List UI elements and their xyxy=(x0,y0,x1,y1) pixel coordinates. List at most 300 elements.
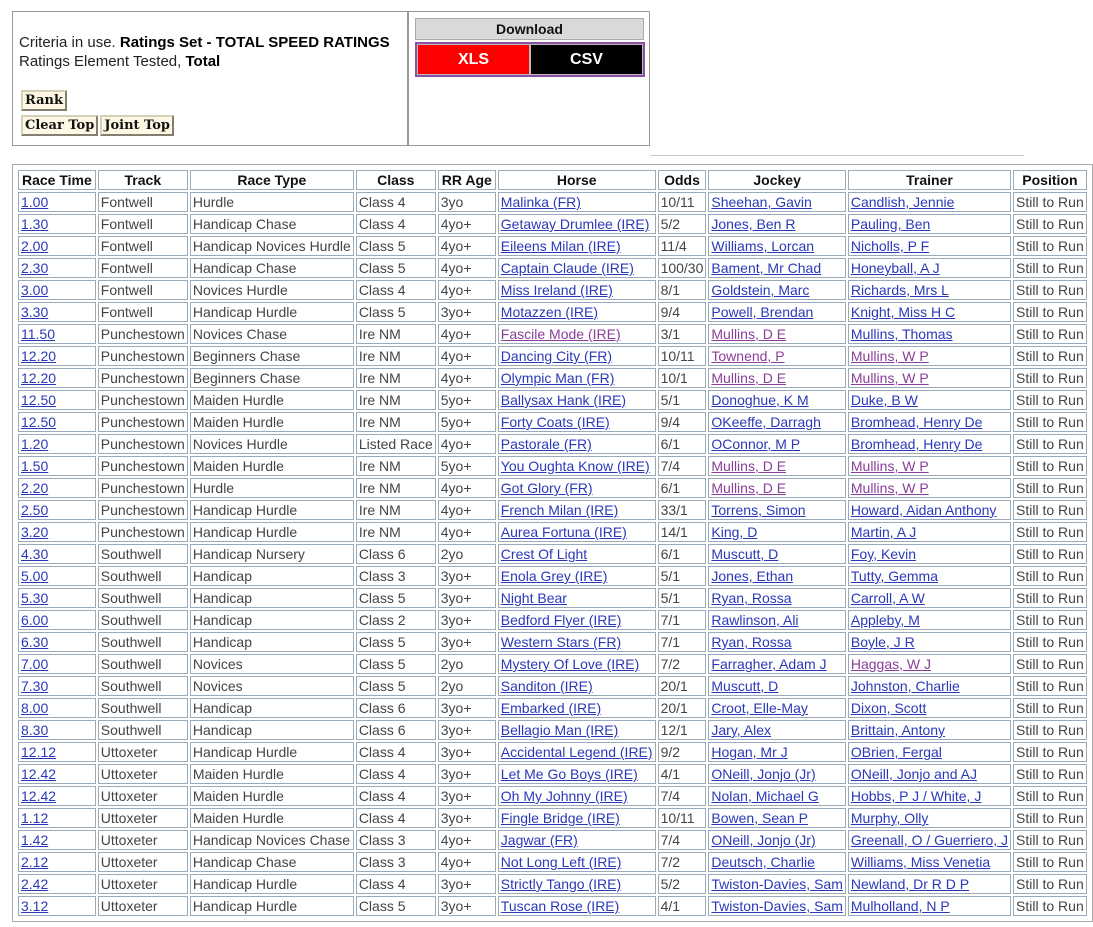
jockey-cell xyxy=(708,236,845,256)
col-trainer[interactable]: Trainer xyxy=(848,170,1011,190)
horse-cell xyxy=(498,390,656,410)
race-time-link[interactable]: 11.50 xyxy=(21,326,55,342)
age-cell: 2yo xyxy=(438,544,496,564)
track-cell: Southwell xyxy=(98,676,188,696)
table-row xyxy=(18,588,1087,608)
position-cell: Still to Run xyxy=(1013,896,1087,916)
odds-cell: 11/4 xyxy=(658,236,707,256)
track-cell: Punchestown xyxy=(98,412,188,432)
criteria-cell xyxy=(13,12,409,145)
class-cell: Class 6 xyxy=(356,698,436,718)
horse-link[interactable]: Sanditon (IRE) xyxy=(500,678,593,694)
race-time-link[interactable]: 2.30 xyxy=(21,260,49,276)
trainer-link[interactable]: Dixon, Scott xyxy=(850,700,927,716)
jockey-cell xyxy=(708,742,845,762)
jockey-link[interactable]: Townend, P xyxy=(711,348,785,364)
jockey-link[interactable]: Farragher, Adam J xyxy=(711,656,827,672)
table-row xyxy=(18,368,1087,388)
trainer-link[interactable]: Howard, Aidan Anthony xyxy=(850,502,997,518)
race-time-cell xyxy=(18,764,96,784)
horse-link[interactable]: Embarked (IRE) xyxy=(500,700,602,716)
position-cell: Still to Run xyxy=(1013,654,1087,674)
age-cell: 2yo xyxy=(438,676,496,696)
horse-link[interactable]: Dancing City (FR) xyxy=(500,348,613,364)
jockey-link[interactable]: Mullins, D E xyxy=(711,370,787,386)
horse-cell xyxy=(498,742,656,762)
table-row xyxy=(18,742,1087,762)
class-cell: Class 4 xyxy=(356,742,436,762)
race-time-link[interactable]: 2.20 xyxy=(21,480,49,496)
race-type-cell: Handicap Chase xyxy=(190,258,354,278)
trainer-link[interactable]: Candlish, Jennie xyxy=(850,194,955,210)
col-jockey[interactable]: Jockey xyxy=(708,170,845,190)
csv-download-button[interactable]: CSV xyxy=(530,44,643,75)
trainer-cell xyxy=(848,258,1011,278)
race-type-cell: Handicap Nursery xyxy=(190,544,354,564)
position-cell: Still to Run xyxy=(1013,588,1087,608)
horse-cell xyxy=(498,434,656,454)
criteria-panel xyxy=(12,11,650,146)
position-cell: Still to Run xyxy=(1013,192,1087,212)
trainer-cell xyxy=(848,588,1011,608)
horse-link[interactable]: Crest Of Light xyxy=(500,546,588,562)
position-cell: Still to Run xyxy=(1013,302,1087,322)
race-time-cell xyxy=(18,588,96,608)
trainer-link[interactable]: Foy, Kevin xyxy=(850,546,916,562)
race-time-link[interactable]: 1.12 xyxy=(21,810,49,826)
race-time-cell xyxy=(18,566,96,586)
age-cell: 4yo+ xyxy=(438,500,496,520)
trainer-cell xyxy=(848,566,1011,586)
trainer-link[interactable]: Greenall, O / Guerriero, J xyxy=(850,832,1009,848)
odds-cell: 5/2 xyxy=(658,874,707,894)
jockey-cell xyxy=(708,874,845,894)
race-time-link[interactable]: 1.00 xyxy=(21,194,49,210)
race-time-link[interactable]: 12.42 xyxy=(21,788,57,804)
table-row xyxy=(18,280,1087,300)
track-cell: Southwell xyxy=(98,720,188,740)
track-cell: Punchestown xyxy=(98,456,188,476)
race-time-link[interactable]: 2.42 xyxy=(21,876,49,892)
col-horse[interactable]: Horse xyxy=(498,170,656,190)
track-cell: Fontwell xyxy=(98,214,188,234)
race-time-link[interactable]: 3.20 xyxy=(21,524,49,540)
position-cell: Still to Run xyxy=(1013,830,1087,850)
col-class[interactable]: Class xyxy=(356,170,436,190)
position-cell: Still to Run xyxy=(1013,698,1087,718)
trainer-cell xyxy=(848,368,1011,388)
jockey-cell xyxy=(708,566,845,586)
class-cell: Class 5 xyxy=(356,654,436,674)
horse-link[interactable]: French Milan (IRE) xyxy=(500,502,619,518)
horse-cell xyxy=(498,896,656,916)
jockey-cell xyxy=(708,368,845,388)
age-cell: 4yo+ xyxy=(438,280,496,300)
jockey-link[interactable]: Goldstein, Marc xyxy=(711,282,810,298)
jockey-link[interactable]: Nolan, Michael G xyxy=(711,788,819,804)
jockey-link[interactable]: OKeeffe, Darragh xyxy=(711,414,821,430)
top-buttons-group xyxy=(21,115,174,136)
jockey-link[interactable]: Bament, Mr Chad xyxy=(711,260,822,276)
trainer-link[interactable]: Newland, Dr R D P xyxy=(850,876,970,892)
col-race-time[interactable]: Race Time xyxy=(18,170,96,190)
jockey-link[interactable]: Williams, Lorcan xyxy=(711,238,815,254)
jockey-link[interactable]: ONeill, Jonjo (Jr) xyxy=(711,766,816,782)
race-time-cell xyxy=(18,610,96,630)
horse-cell xyxy=(498,412,656,432)
class-cell: Ire NM xyxy=(356,478,436,498)
jockey-link[interactable]: ONeill, Jonjo (Jr) xyxy=(711,832,816,848)
age-cell: 4yo+ xyxy=(438,852,496,872)
trainer-link[interactable]: OBrien, Fergal xyxy=(850,744,942,760)
horse-cell xyxy=(498,808,656,828)
position-cell: Still to Run xyxy=(1013,500,1087,520)
trainer-link[interactable]: Mulholland, N P xyxy=(850,898,950,914)
race-type-cell: Hurdle xyxy=(190,478,354,498)
age-cell: 3yo+ xyxy=(438,698,496,718)
trainer-link[interactable]: Boyle, J R xyxy=(850,634,915,650)
race-time-link[interactable]: 1.50 xyxy=(21,458,49,474)
table-row xyxy=(18,566,1087,586)
jockey-link[interactable]: Mullins, D E xyxy=(711,326,787,342)
race-time-link[interactable]: 3.12 xyxy=(21,898,49,914)
race-time-link[interactable]: 12.20 xyxy=(21,348,57,364)
table-row xyxy=(18,434,1087,454)
horse-link[interactable]: Getaway Drumlee (IRE) xyxy=(500,216,650,232)
trainer-link[interactable]: Carroll, A W xyxy=(850,590,925,606)
jockey-cell xyxy=(708,786,845,806)
race-time-cell xyxy=(18,830,96,850)
joint-top-button[interactable]: Joint Top xyxy=(100,115,174,136)
jockey-cell xyxy=(708,830,845,850)
age-cell: 3yo+ xyxy=(438,720,496,740)
race-time-cell xyxy=(18,302,96,322)
horse-link[interactable]: Malinka (FR) xyxy=(500,194,581,210)
trainer-link[interactable]: Appleby, M xyxy=(850,612,920,628)
track-cell: Punchestown xyxy=(98,346,188,366)
track-cell: Punchestown xyxy=(98,478,188,498)
position-cell: Still to Run xyxy=(1013,786,1087,806)
horse-link[interactable]: Jagwar (FR) xyxy=(500,832,578,848)
race-type-cell: Novices xyxy=(190,654,354,674)
trainer-link[interactable]: Mullins, W P xyxy=(850,370,929,386)
age-cell: 4yo+ xyxy=(438,346,496,366)
horse-link[interactable]: Miss Ireland (IRE) xyxy=(500,282,613,298)
horse-link[interactable]: Bedford Flyer (IRE) xyxy=(500,612,622,628)
jockey-link[interactable]: Hogan, Mr J xyxy=(711,744,788,760)
race-time-cell xyxy=(18,720,96,740)
race-time-link[interactable]: 12.50 xyxy=(21,414,57,430)
jockey-link[interactable]: Ryan, Rossa xyxy=(711,590,792,606)
jockey-link[interactable]: OConnor, M P xyxy=(711,436,801,452)
col-odds[interactable]: Odds xyxy=(658,170,707,190)
horse-link[interactable]: Accidental Legend (IRE) xyxy=(500,744,653,760)
odds-cell: 12/1 xyxy=(658,720,707,740)
jockey-cell xyxy=(708,698,845,718)
col-track[interactable]: Track xyxy=(98,170,188,190)
race-time-link[interactable]: 6.00 xyxy=(21,612,49,628)
jockey-link[interactable]: Jones, Ethan xyxy=(711,568,794,584)
race-time-cell xyxy=(18,258,96,278)
trainer-link[interactable]: Mullins, W P xyxy=(850,348,929,364)
table-row xyxy=(18,698,1087,718)
race-time-link[interactable]: 2.00 xyxy=(21,238,49,254)
trainer-link[interactable]: Bromhead, Henry De xyxy=(850,414,983,430)
trainer-cell xyxy=(848,302,1011,322)
horse-link[interactable]: Not Long Left (IRE) xyxy=(500,854,622,870)
race-time-link[interactable]: 1.20 xyxy=(21,436,49,452)
race-time-link[interactable]: 1.42 xyxy=(21,832,49,848)
age-cell: 4yo+ xyxy=(438,478,496,498)
age-cell: 3yo xyxy=(438,192,496,212)
race-type-cell: Handicap xyxy=(190,610,354,630)
jockey-link[interactable]: Muscutt, D xyxy=(711,546,779,562)
class-cell: Listed Race xyxy=(356,434,436,454)
horse-link[interactable]: Eileens Milan (IRE) xyxy=(500,238,621,254)
jockey-cell xyxy=(708,764,845,784)
race-time-link[interactable]: 1.30 xyxy=(21,216,49,232)
race-time-link[interactable]: 6.30 xyxy=(21,634,49,650)
table-row xyxy=(18,236,1087,256)
race-time-cell xyxy=(18,346,96,366)
race-time-link[interactable]: 2.12 xyxy=(21,854,49,870)
horse-link[interactable]: Oh My Johnny (IRE) xyxy=(500,788,628,804)
horse-link[interactable]: Mystery Of Love (IRE) xyxy=(500,656,640,672)
trainer-cell xyxy=(848,500,1011,520)
jockey-link[interactable]: Jones, Ben R xyxy=(711,216,796,232)
horse-link[interactable]: Captain Claude (IRE) xyxy=(500,260,634,276)
race-time-link[interactable]: 3.30 xyxy=(21,304,49,320)
jockey-link[interactable]: Twiston-Davies, Sam xyxy=(711,876,843,892)
trainer-link[interactable]: Hobbs, P J / White, J xyxy=(850,788,982,804)
trainer-link[interactable]: Bromhead, Henry De xyxy=(850,436,983,452)
trainer-link[interactable]: Duke, B W xyxy=(850,392,918,408)
jockey-link[interactable]: Mullins, D E xyxy=(711,458,787,474)
position-cell: Still to Run xyxy=(1013,852,1087,872)
jockey-cell xyxy=(708,808,845,828)
race-type-cell: Beginners Chase xyxy=(190,346,354,366)
jockey-cell xyxy=(708,390,845,410)
clear-top-button[interactable]: Clear Top xyxy=(21,115,98,136)
jockey-link[interactable]: Donoghue, K M xyxy=(711,392,809,408)
jockey-link[interactable]: Croot, Elle-May xyxy=(711,700,808,716)
horse-cell xyxy=(498,280,656,300)
position-cell: Still to Run xyxy=(1013,874,1087,894)
jockey-link[interactable]: Powell, Brendan xyxy=(711,304,814,320)
age-cell: 3yo+ xyxy=(438,302,496,322)
xls-download-button[interactable]: XLS xyxy=(417,44,530,75)
horse-link[interactable]: Night Bear xyxy=(500,590,567,606)
horse-cell xyxy=(498,236,656,256)
jockey-cell xyxy=(708,434,845,454)
jockey-cell xyxy=(708,676,845,696)
track-cell: Punchestown xyxy=(98,522,188,542)
jockey-link[interactable]: Sheehan, Gavin xyxy=(711,194,812,210)
age-cell: 4yo+ xyxy=(438,258,496,278)
class-cell: Class 4 xyxy=(356,214,436,234)
jockey-cell xyxy=(708,412,845,432)
race-time-cell xyxy=(18,236,96,256)
table-row xyxy=(18,192,1087,212)
table-row xyxy=(18,522,1087,542)
trainer-cell xyxy=(848,808,1011,828)
track-cell: Southwell xyxy=(98,544,188,564)
age-cell: 3yo+ xyxy=(438,764,496,784)
horse-link[interactable]: Bellagio Man (IRE) xyxy=(500,722,619,738)
race-time-cell xyxy=(18,698,96,718)
jockey-cell xyxy=(708,500,845,520)
jockey-link[interactable]: Twiston-Davies, Sam xyxy=(711,898,843,914)
race-time-link[interactable]: 2.50 xyxy=(21,502,49,518)
col-position[interactable]: Position xyxy=(1013,170,1087,190)
horse-link[interactable]: Fingle Bridge (IRE) xyxy=(500,810,620,826)
horse-link[interactable]: Let Me Go Boys (IRE) xyxy=(500,766,638,782)
odds-cell: 5/1 xyxy=(658,588,707,608)
trainer-cell xyxy=(848,874,1011,894)
race-type-cell: Handicap Novices Hurdle xyxy=(190,236,354,256)
race-time-link[interactable]: 8.30 xyxy=(21,722,49,738)
horse-link[interactable]: Pastorale (FR) xyxy=(500,436,592,452)
col-race-type[interactable]: Race Type xyxy=(190,170,354,190)
race-time-cell xyxy=(18,478,96,498)
class-cell: Ire NM xyxy=(356,456,436,476)
jockey-link[interactable]: Torrens, Simon xyxy=(711,502,806,518)
class-cell: Ire NM xyxy=(356,412,436,432)
jockey-link[interactable]: Rawlinson, Ali xyxy=(711,612,799,628)
trainer-link[interactable]: Mullins, Thomas xyxy=(850,326,953,342)
class-cell: Class 6 xyxy=(356,544,436,564)
divider xyxy=(650,155,1024,156)
trainer-link[interactable]: Johnston, Charlie xyxy=(850,678,960,694)
position-cell: Still to Run xyxy=(1013,478,1087,498)
race-time-link[interactable]: 12.12 xyxy=(21,744,57,760)
race-type-cell: Maiden Hurdle xyxy=(190,412,354,432)
trainer-link[interactable]: Brittain, Antony xyxy=(850,722,946,738)
race-time-cell xyxy=(18,632,96,652)
jockey-link[interactable]: Mullins, D E xyxy=(711,480,787,496)
trainer-link[interactable]: Tutty, Gemma xyxy=(850,568,938,584)
jockey-link[interactable]: Ryan, Rossa xyxy=(711,634,792,650)
horse-cell xyxy=(498,654,656,674)
trainer-link[interactable]: Haggas, W J xyxy=(850,656,932,672)
jockey-cell xyxy=(708,522,845,542)
position-cell: Still to Run xyxy=(1013,742,1087,762)
horse-link[interactable]: Aurea Fortuna (IRE) xyxy=(500,524,627,540)
horse-link[interactable]: You Oughta Know (IRE) xyxy=(500,458,650,474)
odds-cell: 14/1 xyxy=(658,522,707,542)
horse-link[interactable]: Got Glory (FR) xyxy=(500,480,593,496)
trainer-link[interactable]: Mullins, W P xyxy=(850,458,929,474)
race-time-link[interactable]: 8.00 xyxy=(21,700,49,716)
jockey-link[interactable]: Deutsch, Charlie xyxy=(711,854,815,870)
jockey-cell xyxy=(708,280,845,300)
trainer-cell xyxy=(848,830,1011,850)
jockey-link[interactable]: Jary, Alex xyxy=(711,722,772,738)
class-cell: Class 3 xyxy=(356,566,436,586)
horse-link[interactable]: Ballysax Hank (IRE) xyxy=(500,392,627,408)
jockey-cell xyxy=(708,654,845,674)
trainer-link[interactable]: Knight, Miss H C xyxy=(850,304,956,320)
horse-link[interactable]: Olympic Man (FR) xyxy=(500,370,615,386)
trainer-link[interactable]: Martin, A J xyxy=(850,524,917,540)
race-time-link[interactable]: 12.20 xyxy=(21,370,57,386)
trainer-link[interactable]: ONeill, Jonjo and AJ xyxy=(850,766,977,782)
race-type-cell: Handicap Hurdle xyxy=(190,522,354,542)
trainer-link[interactable]: Richards, Mrs L xyxy=(850,282,949,298)
jockey-cell xyxy=(708,258,845,278)
jockey-cell xyxy=(708,214,845,234)
position-cell: Still to Run xyxy=(1013,808,1087,828)
odds-cell: 20/1 xyxy=(658,676,707,696)
track-cell: Fontwell xyxy=(98,258,188,278)
race-type-cell: Maiden Hurdle xyxy=(190,456,354,476)
race-time-link[interactable]: 7.30 xyxy=(21,678,49,694)
jockey-link[interactable]: King, D xyxy=(711,524,758,540)
race-type-cell: Handicap Hurdle xyxy=(190,302,354,322)
age-cell: 4yo+ xyxy=(438,368,496,388)
jockey-cell xyxy=(708,720,845,740)
table-row xyxy=(18,852,1087,872)
trainer-cell xyxy=(848,720,1011,740)
horse-link[interactable]: Fascile Mode (IRE) xyxy=(500,326,621,342)
trainer-link[interactable]: Mullins, W P xyxy=(850,480,929,496)
race-time-cell xyxy=(18,368,96,388)
odds-cell: 8/1 xyxy=(658,280,707,300)
race-time-link[interactable]: 3.00 xyxy=(21,282,49,298)
race-time-link[interactable]: 5.00 xyxy=(21,568,49,584)
horse-link[interactable]: Forty Coats (IRE) xyxy=(500,414,610,430)
download-cell xyxy=(409,12,649,145)
race-time-link[interactable]: 7.00 xyxy=(21,656,49,672)
table-row xyxy=(18,346,1087,366)
col-rr-age[interactable]: RR Age xyxy=(438,170,496,190)
horse-link[interactable]: Enola Grey (IRE) xyxy=(500,568,608,584)
horse-link[interactable]: Tuscan Rose (IRE) xyxy=(500,898,620,914)
horse-link[interactable]: Strictly Tango (IRE) xyxy=(500,876,622,892)
horse-cell xyxy=(498,764,656,784)
trainer-link[interactable]: Murphy, Olly xyxy=(850,810,929,826)
horse-link[interactable]: Western Stars (FR) xyxy=(500,634,622,650)
track-cell: Fontwell xyxy=(98,192,188,212)
track-cell: Southwell xyxy=(98,632,188,652)
trainer-link[interactable]: Pauling, Ben xyxy=(850,216,931,232)
jockey-link[interactable]: Muscutt, D xyxy=(711,678,779,694)
jockey-cell xyxy=(708,456,845,476)
table-row xyxy=(18,500,1087,520)
odds-cell: 5/1 xyxy=(658,566,707,586)
age-cell: 3yo+ xyxy=(438,566,496,586)
race-time-link[interactable]: 5.30 xyxy=(21,590,49,606)
horse-cell xyxy=(498,566,656,586)
race-time-cell xyxy=(18,874,96,894)
class-cell: Class 5 xyxy=(356,258,436,278)
position-cell: Still to Run xyxy=(1013,676,1087,696)
race-time-cell xyxy=(18,808,96,828)
horse-cell xyxy=(498,522,656,542)
race-time-link[interactable]: 12.50 xyxy=(21,392,57,408)
jockey-link[interactable]: Bowen, Sean P xyxy=(711,810,808,826)
rank-button[interactable]: Rank xyxy=(21,90,67,111)
race-type-cell: Handicap xyxy=(190,566,354,586)
trainer-link[interactable]: Nicholls, P F xyxy=(850,238,930,254)
jockey-cell xyxy=(708,346,845,366)
trainer-link[interactable]: Williams, Miss Venetia xyxy=(850,854,991,870)
race-time-link[interactable]: 4.30 xyxy=(21,546,49,562)
horse-link[interactable]: Motazzen (IRE) xyxy=(500,304,599,320)
trainer-link[interactable]: Honeyball, A J xyxy=(850,260,940,276)
race-time-link[interactable]: 12.42 xyxy=(21,766,57,782)
odds-cell: 6/1 xyxy=(658,544,707,564)
